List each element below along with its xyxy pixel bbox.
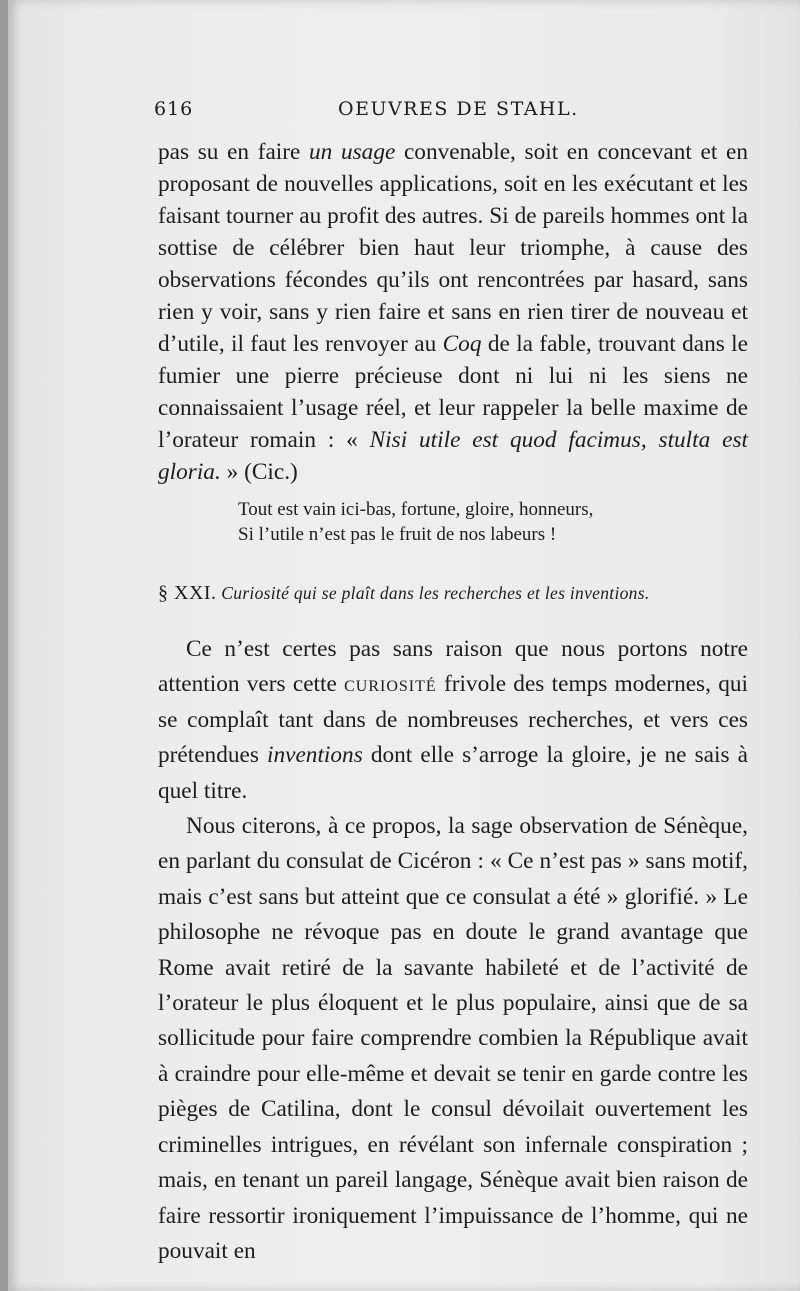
page-header: [150, 98, 750, 132]
italic-span: inventions: [267, 742, 363, 769]
text-span: » (Cic.): [220, 459, 298, 485]
verse-line-1: Tout est vain ici-bas, fortune, gloire, honneurs,: [238, 499, 594, 520]
page-number: 616: [154, 98, 194, 120]
section-heading: [158, 582, 758, 605]
running-title: OEUVRES DE STAHL.: [338, 98, 579, 120]
text-span: pas su en faire: [158, 139, 310, 165]
section-body: [158, 632, 748, 1269]
section-title: Curiosité qui se plaît dans les recherches et les inventions.: [221, 583, 650, 603]
text-span: Ce n’est certes pas sans raison que nous portons notre attention vers cette: [158, 636, 748, 698]
section-number: § XXI.: [158, 582, 217, 604]
text-span: frivole des temps modernes, qui se complaît tant dans de nombreuses recherches, et vers ces prétendues: [158, 671, 748, 769]
text-span: de la fable, trouvant dans le fumier une pierre précieuse dont ni lui ni les siens ne connaissaient l’usage réel, et leur rappeler la belle maxime de l’orateur romain : «: [158, 331, 748, 453]
paragraph-text: [158, 136, 748, 488]
paragraph-curiosity: [158, 632, 748, 809]
text-span: convenable, soit en concevant et en proposant de nouvelles applications, soit en les exécutant et les faisant tourner au profit des autres. Si de pareils hommes ont la sottise de célébrer bien haut leur triomphe, à cause des observations fécondes qu’ils ont rencontrées par hasard, sans rien y voir, sans y rien faire et sans en rien tirer de nouveau et d’utile, il faut les renvoyer au: [158, 139, 748, 357]
paragraph-seneca: Nous citerons, à ce propos, la sage observation de Sénèque, en parlant du consulat de Cicéron : « Ce n’est pas » sans motif, mais c’est sans but atteint que ce consulat a été » glorifié. » Le philosophe ne révoque pas en doute le grand avantage que Rome avait retiré de la savante habileté et de l’activité de l’orateur le plus éloquent et le plus populaire, ainsi que de sa sollicitude pour faire comprendre combien la République avait à craindre pour elle-même et devait se tenir en garde contre les pièges de Catilina, dont le consul dévoilait ouvertement les criminelles intrigues, en révélant son infernale conspiration ; mais, en tenant un pareil langage, Sénèque avait bien raison de faire ressortir ironiquement l’impuissance de l’homme, qui ne pouvait en: [158, 813, 748, 1264]
small-caps-span: curiosité: [344, 671, 437, 698]
book-page: [8, 0, 800, 1291]
latin-quote: Nisi utile est quod facimus, stulta est gloria.: [158, 427, 748, 485]
italic-span: Coq: [442, 331, 482, 357]
text-span: dont elle s’arroge la gloire, je ne sais à quel titre.: [158, 742, 748, 804]
paragraph-utility: [158, 136, 748, 488]
italic-span: un usage: [309, 139, 396, 165]
verse-quote: [238, 497, 708, 547]
verse-line-2: Si l’utile n’est pas le fruit de nos labeurs !: [238, 524, 557, 545]
